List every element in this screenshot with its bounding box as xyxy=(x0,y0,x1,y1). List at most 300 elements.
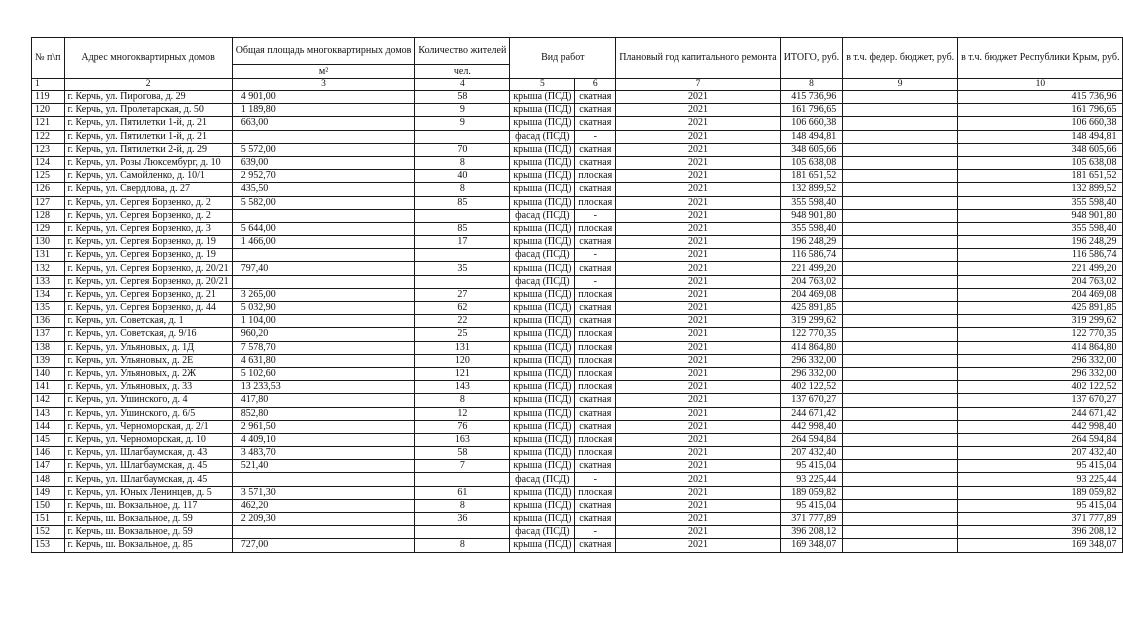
residents-cell: 8 xyxy=(415,183,510,196)
row-number: 124 xyxy=(32,156,65,169)
area-cell xyxy=(232,473,415,486)
area-cell: 521,40 xyxy=(232,460,415,473)
area-cell: 462,20 xyxy=(232,499,415,512)
federal-budget-cell xyxy=(843,209,958,222)
residents-cell: 120 xyxy=(415,354,510,367)
federal-budget-cell xyxy=(843,183,958,196)
address-cell: г. Керчь, ул. Черноморская, д. 10 xyxy=(64,433,232,446)
area-cell: 3 483,70 xyxy=(232,447,415,460)
col-number: 8 xyxy=(780,79,843,91)
area-cell xyxy=(232,209,415,222)
address-cell: г. Керчь, ул. Пятилетки 1-й, д. 21 xyxy=(64,117,232,130)
row-number: 136 xyxy=(32,315,65,328)
area-cell: 2 961,50 xyxy=(232,420,415,433)
federal-budget-cell xyxy=(843,367,958,380)
area-cell: 5 572,00 xyxy=(232,143,415,156)
address-cell: г. Керчь, ул. Ушинского, д. 4 xyxy=(64,394,232,407)
address-cell: г. Керчь, ул. Ульяновых, д. 2Е xyxy=(64,354,232,367)
residents-cell xyxy=(415,473,510,486)
header-num: № п\п xyxy=(32,38,65,79)
year-cell: 2021 xyxy=(616,433,781,446)
work-cell: крыша (ПСД) xyxy=(510,302,575,315)
residents-cell: 36 xyxy=(415,513,510,526)
total-cell: 95 415,04 xyxy=(780,460,843,473)
work-cell: крыша (ПСД) xyxy=(510,513,575,526)
work-cell: крыша (ПСД) xyxy=(510,341,575,354)
row-number: 123 xyxy=(32,143,65,156)
total-cell: 296 332,00 xyxy=(780,367,843,380)
total-cell: 207 432,40 xyxy=(780,447,843,460)
table-row xyxy=(32,196,1123,209)
row-number: 130 xyxy=(32,236,65,249)
federal-budget-cell xyxy=(843,539,958,552)
year-cell: 2021 xyxy=(616,539,781,552)
area-cell: 1 104,00 xyxy=(232,315,415,328)
work-cell: крыша (ПСД) xyxy=(510,486,575,499)
federal-budget-cell xyxy=(843,170,958,183)
row-number: 122 xyxy=(32,130,65,143)
federal-budget-cell xyxy=(843,117,958,130)
total-cell: 105 638,08 xyxy=(780,156,843,169)
table-row xyxy=(32,433,1123,446)
crimea-budget-cell: 169 348,07 xyxy=(958,539,1123,552)
table-row xyxy=(32,315,1123,328)
federal-budget-cell xyxy=(843,143,958,156)
row-number: 125 xyxy=(32,170,65,183)
row-number: 153 xyxy=(32,539,65,552)
federal-budget-cell xyxy=(843,341,958,354)
total-cell: 204 763,02 xyxy=(780,275,843,288)
roof-type-cell: плоская xyxy=(575,354,616,367)
area-cell: 3 571,30 xyxy=(232,486,415,499)
area-cell: 5 644,00 xyxy=(232,222,415,235)
residents-cell: 8 xyxy=(415,394,510,407)
table-body xyxy=(32,91,1123,553)
year-cell: 2021 xyxy=(616,288,781,301)
crimea-budget-cell: 319 299,62 xyxy=(958,315,1123,328)
work-cell: крыша (ПСД) xyxy=(510,367,575,380)
address-cell: г. Керчь, ул. Ульяновых, д. 1Д xyxy=(64,341,232,354)
crimea-budget-cell: 95 415,04 xyxy=(958,499,1123,512)
roof-type-cell: - xyxy=(575,249,616,262)
roof-type-cell: скатная xyxy=(575,156,616,169)
federal-budget-cell xyxy=(843,222,958,235)
row-number: 139 xyxy=(32,354,65,367)
roof-type-cell: скатная xyxy=(575,183,616,196)
year-cell: 2021 xyxy=(616,407,781,420)
total-cell: 132 899,52 xyxy=(780,183,843,196)
total-cell: 161 796,65 xyxy=(780,104,843,117)
address-cell: г. Керчь, ул. Шлагбаумская, д. 43 xyxy=(64,447,232,460)
total-cell: 204 469,08 xyxy=(780,288,843,301)
table-row xyxy=(32,328,1123,341)
year-cell: 2021 xyxy=(616,486,781,499)
work-cell: крыша (ПСД) xyxy=(510,288,575,301)
total-cell: 425 891,85 xyxy=(780,302,843,315)
roof-type-cell: скатная xyxy=(575,315,616,328)
address-cell: г. Керчь, ул. Сергея Борзенко, д. 19 xyxy=(64,249,232,262)
address-cell: г. Керчь, ул. Советская, д. 1 xyxy=(64,315,232,328)
total-cell: 148 494,81 xyxy=(780,130,843,143)
federal-budget-cell xyxy=(843,381,958,394)
address-cell: г. Керчь, ул. Пятилетки 2-й, д. 29 xyxy=(64,143,232,156)
crimea-budget-cell: 402 122,52 xyxy=(958,381,1123,394)
table-row xyxy=(32,104,1123,117)
row-number: 138 xyxy=(32,341,65,354)
table-row xyxy=(32,407,1123,420)
area-cell: 5 582,00 xyxy=(232,196,415,209)
residents-cell: 62 xyxy=(415,302,510,315)
row-number: 126 xyxy=(32,183,65,196)
header-fed: в т.ч. федер. бюджет, руб. xyxy=(843,38,958,79)
federal-budget-cell xyxy=(843,302,958,315)
total-cell: 264 594,84 xyxy=(780,433,843,446)
row-number: 151 xyxy=(32,513,65,526)
year-cell: 2021 xyxy=(616,262,781,275)
roof-type-cell: плоская xyxy=(575,486,616,499)
federal-budget-cell xyxy=(843,407,958,420)
area-cell: 2 209,30 xyxy=(232,513,415,526)
row-number: 145 xyxy=(32,433,65,446)
roof-type-cell: скатная xyxy=(575,420,616,433)
year-cell: 2021 xyxy=(616,222,781,235)
crimea-budget-cell: 181 651,52 xyxy=(958,170,1123,183)
total-cell: 415 736,96 xyxy=(780,91,843,104)
roof-type-cell: скатная xyxy=(575,513,616,526)
roof-type-cell: плоская xyxy=(575,170,616,183)
year-cell: 2021 xyxy=(616,91,781,104)
header-area-unit: м² xyxy=(232,65,415,79)
total-cell: 371 777,89 xyxy=(780,513,843,526)
table-row xyxy=(32,222,1123,235)
table-row xyxy=(32,91,1123,104)
crimea-budget-cell: 221 499,20 xyxy=(958,262,1123,275)
residents-cell: 35 xyxy=(415,262,510,275)
address-cell: г. Керчь, ул. Пирогова, д. 29 xyxy=(64,91,232,104)
roof-type-cell: плоская xyxy=(575,288,616,301)
residents-cell: 40 xyxy=(415,170,510,183)
year-cell: 2021 xyxy=(616,183,781,196)
area-cell: 4 409,10 xyxy=(232,433,415,446)
year-cell: 2021 xyxy=(616,117,781,130)
address-cell: г. Керчь, ул. Ульяновых, д. 2Ж xyxy=(64,367,232,380)
total-cell: 196 248,29 xyxy=(780,236,843,249)
col-number: 6 xyxy=(575,79,616,91)
residents-cell: 7 xyxy=(415,460,510,473)
address-cell: г. Керчь, ул. Шлагбаумская, д. 45 xyxy=(64,460,232,473)
table-row xyxy=(32,486,1123,499)
address-cell: г. Керчь, ул. Сергея Борзенко, д. 20/21 xyxy=(64,275,232,288)
year-cell: 2021 xyxy=(616,209,781,222)
address-cell: г. Керчь, ул. Свердлова, д. 27 xyxy=(64,183,232,196)
table-row xyxy=(32,447,1123,460)
federal-budget-cell xyxy=(843,275,958,288)
crimea-budget-cell: 105 638,08 xyxy=(958,156,1123,169)
roof-type-cell: плоская xyxy=(575,381,616,394)
table-row xyxy=(32,302,1123,315)
crimea-budget-cell: 396 208,12 xyxy=(958,526,1123,539)
address-cell: г. Керчь, ул. Пролетарская, д. 50 xyxy=(64,104,232,117)
roof-type-cell: скатная xyxy=(575,143,616,156)
year-cell: 2021 xyxy=(616,104,781,117)
year-cell: 2021 xyxy=(616,460,781,473)
federal-budget-cell xyxy=(843,447,958,460)
row-number: 140 xyxy=(32,367,65,380)
residents-cell xyxy=(415,249,510,262)
roof-type-cell: скатная xyxy=(575,117,616,130)
crimea-budget-cell: 106 660,38 xyxy=(958,117,1123,130)
federal-budget-cell xyxy=(843,354,958,367)
crimea-budget-cell: 425 891,85 xyxy=(958,302,1123,315)
federal-budget-cell xyxy=(843,394,958,407)
address-cell: г. Керчь, ш. Вокзальное, д. 59 xyxy=(64,526,232,539)
crimea-budget-cell: 371 777,89 xyxy=(958,513,1123,526)
area-cell: 5 032,90 xyxy=(232,302,415,315)
address-cell: г. Керчь, ул. Сергея Борзенко, д. 2 xyxy=(64,196,232,209)
area-cell: 852,80 xyxy=(232,407,415,420)
residents-cell: 12 xyxy=(415,407,510,420)
federal-budget-cell xyxy=(843,433,958,446)
work-cell: крыша (ПСД) xyxy=(510,196,575,209)
table-row xyxy=(32,460,1123,473)
table-row xyxy=(32,183,1123,196)
roof-type-cell: скатная xyxy=(575,104,616,117)
federal-budget-cell xyxy=(843,315,958,328)
row-number: 135 xyxy=(32,302,65,315)
table-row xyxy=(32,420,1123,433)
year-cell: 2021 xyxy=(616,367,781,380)
total-cell: 296 332,00 xyxy=(780,354,843,367)
roof-type-cell: скатная xyxy=(575,460,616,473)
roof-type-cell: скатная xyxy=(575,262,616,275)
work-cell: фасад (ПСД) xyxy=(510,275,575,288)
area-cell: 639,00 xyxy=(232,156,415,169)
residents-cell: 8 xyxy=(415,156,510,169)
total-cell: 93 225,44 xyxy=(780,473,843,486)
table-row xyxy=(32,539,1123,552)
residents-cell: 131 xyxy=(415,341,510,354)
area-cell: 960,20 xyxy=(232,328,415,341)
area-cell xyxy=(232,130,415,143)
work-cell: крыша (ПСД) xyxy=(510,156,575,169)
work-cell: крыша (ПСД) xyxy=(510,460,575,473)
area-cell xyxy=(232,249,415,262)
year-cell: 2021 xyxy=(616,156,781,169)
total-cell: 355 598,40 xyxy=(780,196,843,209)
crimea-budget-cell: 196 248,29 xyxy=(958,236,1123,249)
federal-budget-cell xyxy=(843,91,958,104)
row-number: 133 xyxy=(32,275,65,288)
total-cell: 442 998,40 xyxy=(780,420,843,433)
roof-type-cell: скатная xyxy=(575,91,616,104)
roof-type-cell: скатная xyxy=(575,539,616,552)
federal-budget-cell xyxy=(843,513,958,526)
address-cell: г. Керчь, ул. Ульяновых, д. 33 xyxy=(64,381,232,394)
area-cell: 435,50 xyxy=(232,183,415,196)
column-numbers-row xyxy=(32,79,1123,91)
row-number: 120 xyxy=(32,104,65,117)
year-cell: 2021 xyxy=(616,302,781,315)
address-cell: г. Керчь, ул. Сергея Борзенко, д. 3 xyxy=(64,222,232,235)
row-number: 134 xyxy=(32,288,65,301)
address-cell: г. Керчь, ул. Черноморская, д. 2/1 xyxy=(64,420,232,433)
year-cell: 2021 xyxy=(616,499,781,512)
federal-budget-cell xyxy=(843,473,958,486)
roof-type-cell: скатная xyxy=(575,302,616,315)
col-number: 2 xyxy=(64,79,232,91)
total-cell: 169 348,07 xyxy=(780,539,843,552)
residents-cell xyxy=(415,130,510,143)
table-row xyxy=(32,262,1123,275)
roof-type-cell: скатная xyxy=(575,407,616,420)
table-row xyxy=(32,209,1123,222)
residents-cell: 85 xyxy=(415,196,510,209)
address-cell: г. Керчь, ул. Юных Ленинцев, д. 5 xyxy=(64,486,232,499)
row-number: 141 xyxy=(32,381,65,394)
residents-cell: 9 xyxy=(415,104,510,117)
crimea-budget-cell: 264 594,84 xyxy=(958,433,1123,446)
header-row xyxy=(32,38,1123,65)
residents-cell: 58 xyxy=(415,91,510,104)
roof-type-cell: плоская xyxy=(575,341,616,354)
crimea-budget-cell: 296 332,00 xyxy=(958,367,1123,380)
area-cell xyxy=(232,526,415,539)
federal-budget-cell xyxy=(843,486,958,499)
year-cell: 2021 xyxy=(616,394,781,407)
address-cell: г. Керчь, ул. Пятилетки 1-й, д. 21 xyxy=(64,130,232,143)
year-cell: 2021 xyxy=(616,275,781,288)
header-area: Общая площадь многоквартирных домов xyxy=(232,38,415,65)
address-cell: г. Керчь, ул. Сергея Борзенко, д. 44 xyxy=(64,302,232,315)
work-cell: крыша (ПСД) xyxy=(510,91,575,104)
total-cell: 189 059,82 xyxy=(780,486,843,499)
year-cell: 2021 xyxy=(616,513,781,526)
year-cell: 2021 xyxy=(616,381,781,394)
area-cell: 4 631,80 xyxy=(232,354,415,367)
federal-budget-cell xyxy=(843,249,958,262)
row-number: 152 xyxy=(32,526,65,539)
row-number: 144 xyxy=(32,420,65,433)
crimea-budget-cell: 948 901,80 xyxy=(958,209,1123,222)
total-cell: 122 770,35 xyxy=(780,328,843,341)
year-cell: 2021 xyxy=(616,130,781,143)
total-cell: 106 660,38 xyxy=(780,117,843,130)
year-cell: 2021 xyxy=(616,328,781,341)
table-row xyxy=(32,288,1123,301)
federal-budget-cell xyxy=(843,196,958,209)
year-cell: 2021 xyxy=(616,354,781,367)
table-row xyxy=(32,367,1123,380)
address-cell: г. Керчь, ул. Ушинского, д. 6/5 xyxy=(64,407,232,420)
work-cell: фасад (ПСД) xyxy=(510,209,575,222)
row-number: 142 xyxy=(32,394,65,407)
total-cell: 95 415,04 xyxy=(780,499,843,512)
table-row xyxy=(32,381,1123,394)
residents-cell: 85 xyxy=(415,222,510,235)
roof-type-cell: плоская xyxy=(575,328,616,341)
address-cell: г. Керчь, ш. Вокзальное, д. 117 xyxy=(64,499,232,512)
row-number: 132 xyxy=(32,262,65,275)
year-cell: 2021 xyxy=(616,315,781,328)
work-cell: крыша (ПСД) xyxy=(510,447,575,460)
row-number: 131 xyxy=(32,249,65,262)
federal-budget-cell xyxy=(843,526,958,539)
roof-type-cell: скатная xyxy=(575,394,616,407)
residents-cell: 76 xyxy=(415,420,510,433)
header-year: Плановый год капитального ремонта xyxy=(616,38,781,79)
roof-type-cell: - xyxy=(575,473,616,486)
federal-budget-cell xyxy=(843,156,958,169)
total-cell: 348 605,66 xyxy=(780,143,843,156)
residents-cell xyxy=(415,275,510,288)
table-row xyxy=(32,143,1123,156)
federal-budget-cell xyxy=(843,104,958,117)
table-row xyxy=(32,117,1123,130)
roof-type-cell: - xyxy=(575,275,616,288)
crimea-budget-cell: 93 225,44 xyxy=(958,473,1123,486)
table-row xyxy=(32,526,1123,539)
residents-cell: 163 xyxy=(415,433,510,446)
work-cell: крыша (ПСД) xyxy=(510,170,575,183)
crimea-budget-cell: 415 736,96 xyxy=(958,91,1123,104)
crimea-budget-cell: 95 415,04 xyxy=(958,460,1123,473)
federal-budget-cell xyxy=(843,130,958,143)
table-row xyxy=(32,354,1123,367)
crimea-budget-cell: 132 899,52 xyxy=(958,183,1123,196)
row-number: 150 xyxy=(32,499,65,512)
federal-budget-cell xyxy=(843,499,958,512)
residents-cell: 22 xyxy=(415,315,510,328)
year-cell: 2021 xyxy=(616,236,781,249)
year-cell: 2021 xyxy=(616,473,781,486)
work-cell: фасад (ПСД) xyxy=(510,249,575,262)
work-cell: крыша (ПСД) xyxy=(510,104,575,117)
address-cell: г. Керчь, ул. Сергея Борзенко, д. 19 xyxy=(64,236,232,249)
total-cell: 319 299,62 xyxy=(780,315,843,328)
row-number: 119 xyxy=(32,91,65,104)
total-cell: 355 598,40 xyxy=(780,222,843,235)
table-row xyxy=(32,394,1123,407)
address-cell: г. Керчь, ул. Советская, д. 9/16 xyxy=(64,328,232,341)
federal-budget-cell xyxy=(843,236,958,249)
row-number: 146 xyxy=(32,447,65,460)
col-number: 4 xyxy=(415,79,510,91)
area-cell: 5 102,60 xyxy=(232,367,415,380)
crimea-budget-cell: 137 670,27 xyxy=(958,394,1123,407)
residents-cell xyxy=(415,209,510,222)
address-cell: г. Керчь, ш. Вокзальное, д. 59 xyxy=(64,513,232,526)
year-cell: 2021 xyxy=(616,143,781,156)
col-number: 3 xyxy=(232,79,415,91)
work-cell: крыша (ПСД) xyxy=(510,420,575,433)
work-cell: крыша (ПСД) xyxy=(510,407,575,420)
row-number: 127 xyxy=(32,196,65,209)
col-number: 1 xyxy=(32,79,65,91)
address-cell: г. Керчь, ул. Сергея Борзенко, д. 2 xyxy=(64,209,232,222)
table-row xyxy=(32,341,1123,354)
work-cell: крыша (ПСД) xyxy=(510,143,575,156)
header-residents-unit: чел. xyxy=(415,65,510,79)
federal-budget-cell xyxy=(843,460,958,473)
row-number: 121 xyxy=(32,117,65,130)
address-cell: г. Керчь, ул. Розы Люксембург, д. 10 xyxy=(64,156,232,169)
federal-budget-cell xyxy=(843,288,958,301)
work-cell: крыша (ПСД) xyxy=(510,381,575,394)
total-cell: 396 208,12 xyxy=(780,526,843,539)
work-cell: фасад (ПСД) xyxy=(510,473,575,486)
header-rk: в т.ч. бюджет Республики Крым, руб. xyxy=(958,38,1123,79)
crimea-budget-cell: 204 469,08 xyxy=(958,288,1123,301)
